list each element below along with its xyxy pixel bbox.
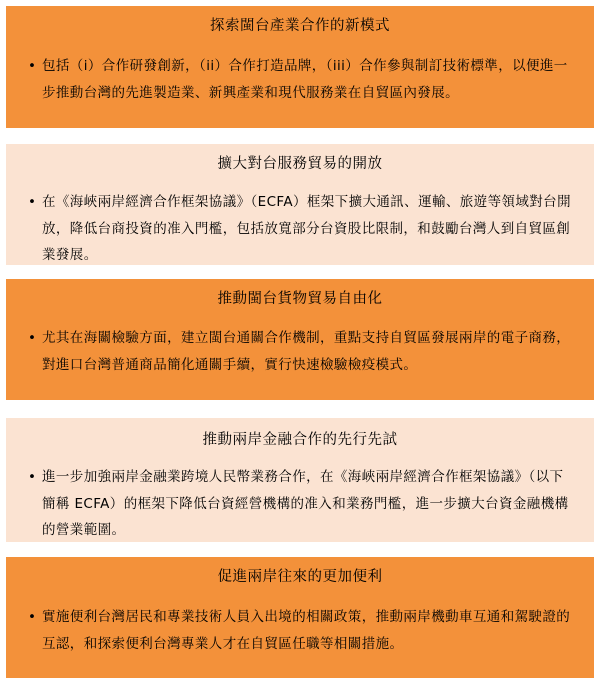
- section-4-bullet: [28, 464, 572, 544]
- bullet-dot-icon: •: [28, 58, 37, 74]
- section-3-title: 推動閩台貨物貿易自由化: [217, 291, 383, 307]
- section-5-text: 實施便利台灣居民和專業技術人員入出境的相關政策，推動兩岸機動車互通和駕駛證的互認，和探索便利台灣專業人才在自貿區任職等相關措施。: [42, 609, 571, 652]
- bullet-dot-icon: •: [28, 609, 37, 625]
- section-4-text: 進一步加強兩岸金融業跨境人民幣業務合作，在《海峽兩岸經濟合作框架協議》（以下簡稱 ECFA）的框架下降低台資經營機構的准入和業務門檻，進一步擴大台資金融機構的營業範圍。: [42, 469, 569, 538]
- section-5-bullet: [28, 604, 572, 657]
- section-4-box: [6, 418, 594, 542]
- section-5-title: 促進兩岸往來的更加便利: [217, 569, 383, 585]
- section-1-title: 探索閩台產業合作的新模式: [210, 18, 390, 34]
- section-4-title: 推動兩岸金融合作的先行先試: [202, 432, 398, 448]
- section-1-box: [6, 6, 594, 128]
- section-2-bullet: [28, 189, 572, 269]
- bullet-dot-icon: •: [28, 330, 37, 346]
- section-3-box: [6, 279, 594, 400]
- section-1-bullet: [28, 53, 572, 106]
- section-3-text: 尤其在海關檢驗方面，建立閩台通關合作機制，重點支持自貿區發展兩岸的電子商務，對進口台灣普通商品簡化通關手續，實行快速檢驗檢疫模式。: [42, 330, 571, 373]
- section-2-text: 在《海峽兩岸經濟合作框架協議》（ECFA）框架下擴大通訊、運輸、旅遊等領域對台開放，降低台商投資的准入門檻，包括放寬部分台資股比限制，和鼓勵台灣人到自貿區創業發展。: [42, 194, 571, 263]
- bullet-dot-icon: •: [28, 194, 37, 210]
- section-5-box: [6, 557, 594, 678]
- section-2-title: 擴大對台服務貿易的開放: [217, 156, 383, 172]
- section-3-bullet: [28, 325, 572, 378]
- bullet-dot-icon: •: [28, 469, 37, 485]
- section-1-text: 包括（i）合作研發創新，（ii）合作打造品牌，（iii）合作參與制訂技術標準，以便進一步推動台灣的先進製造業、新興產業和現代服務業在自貿區內發展。: [42, 58, 568, 101]
- section-2-box: [6, 144, 594, 265]
